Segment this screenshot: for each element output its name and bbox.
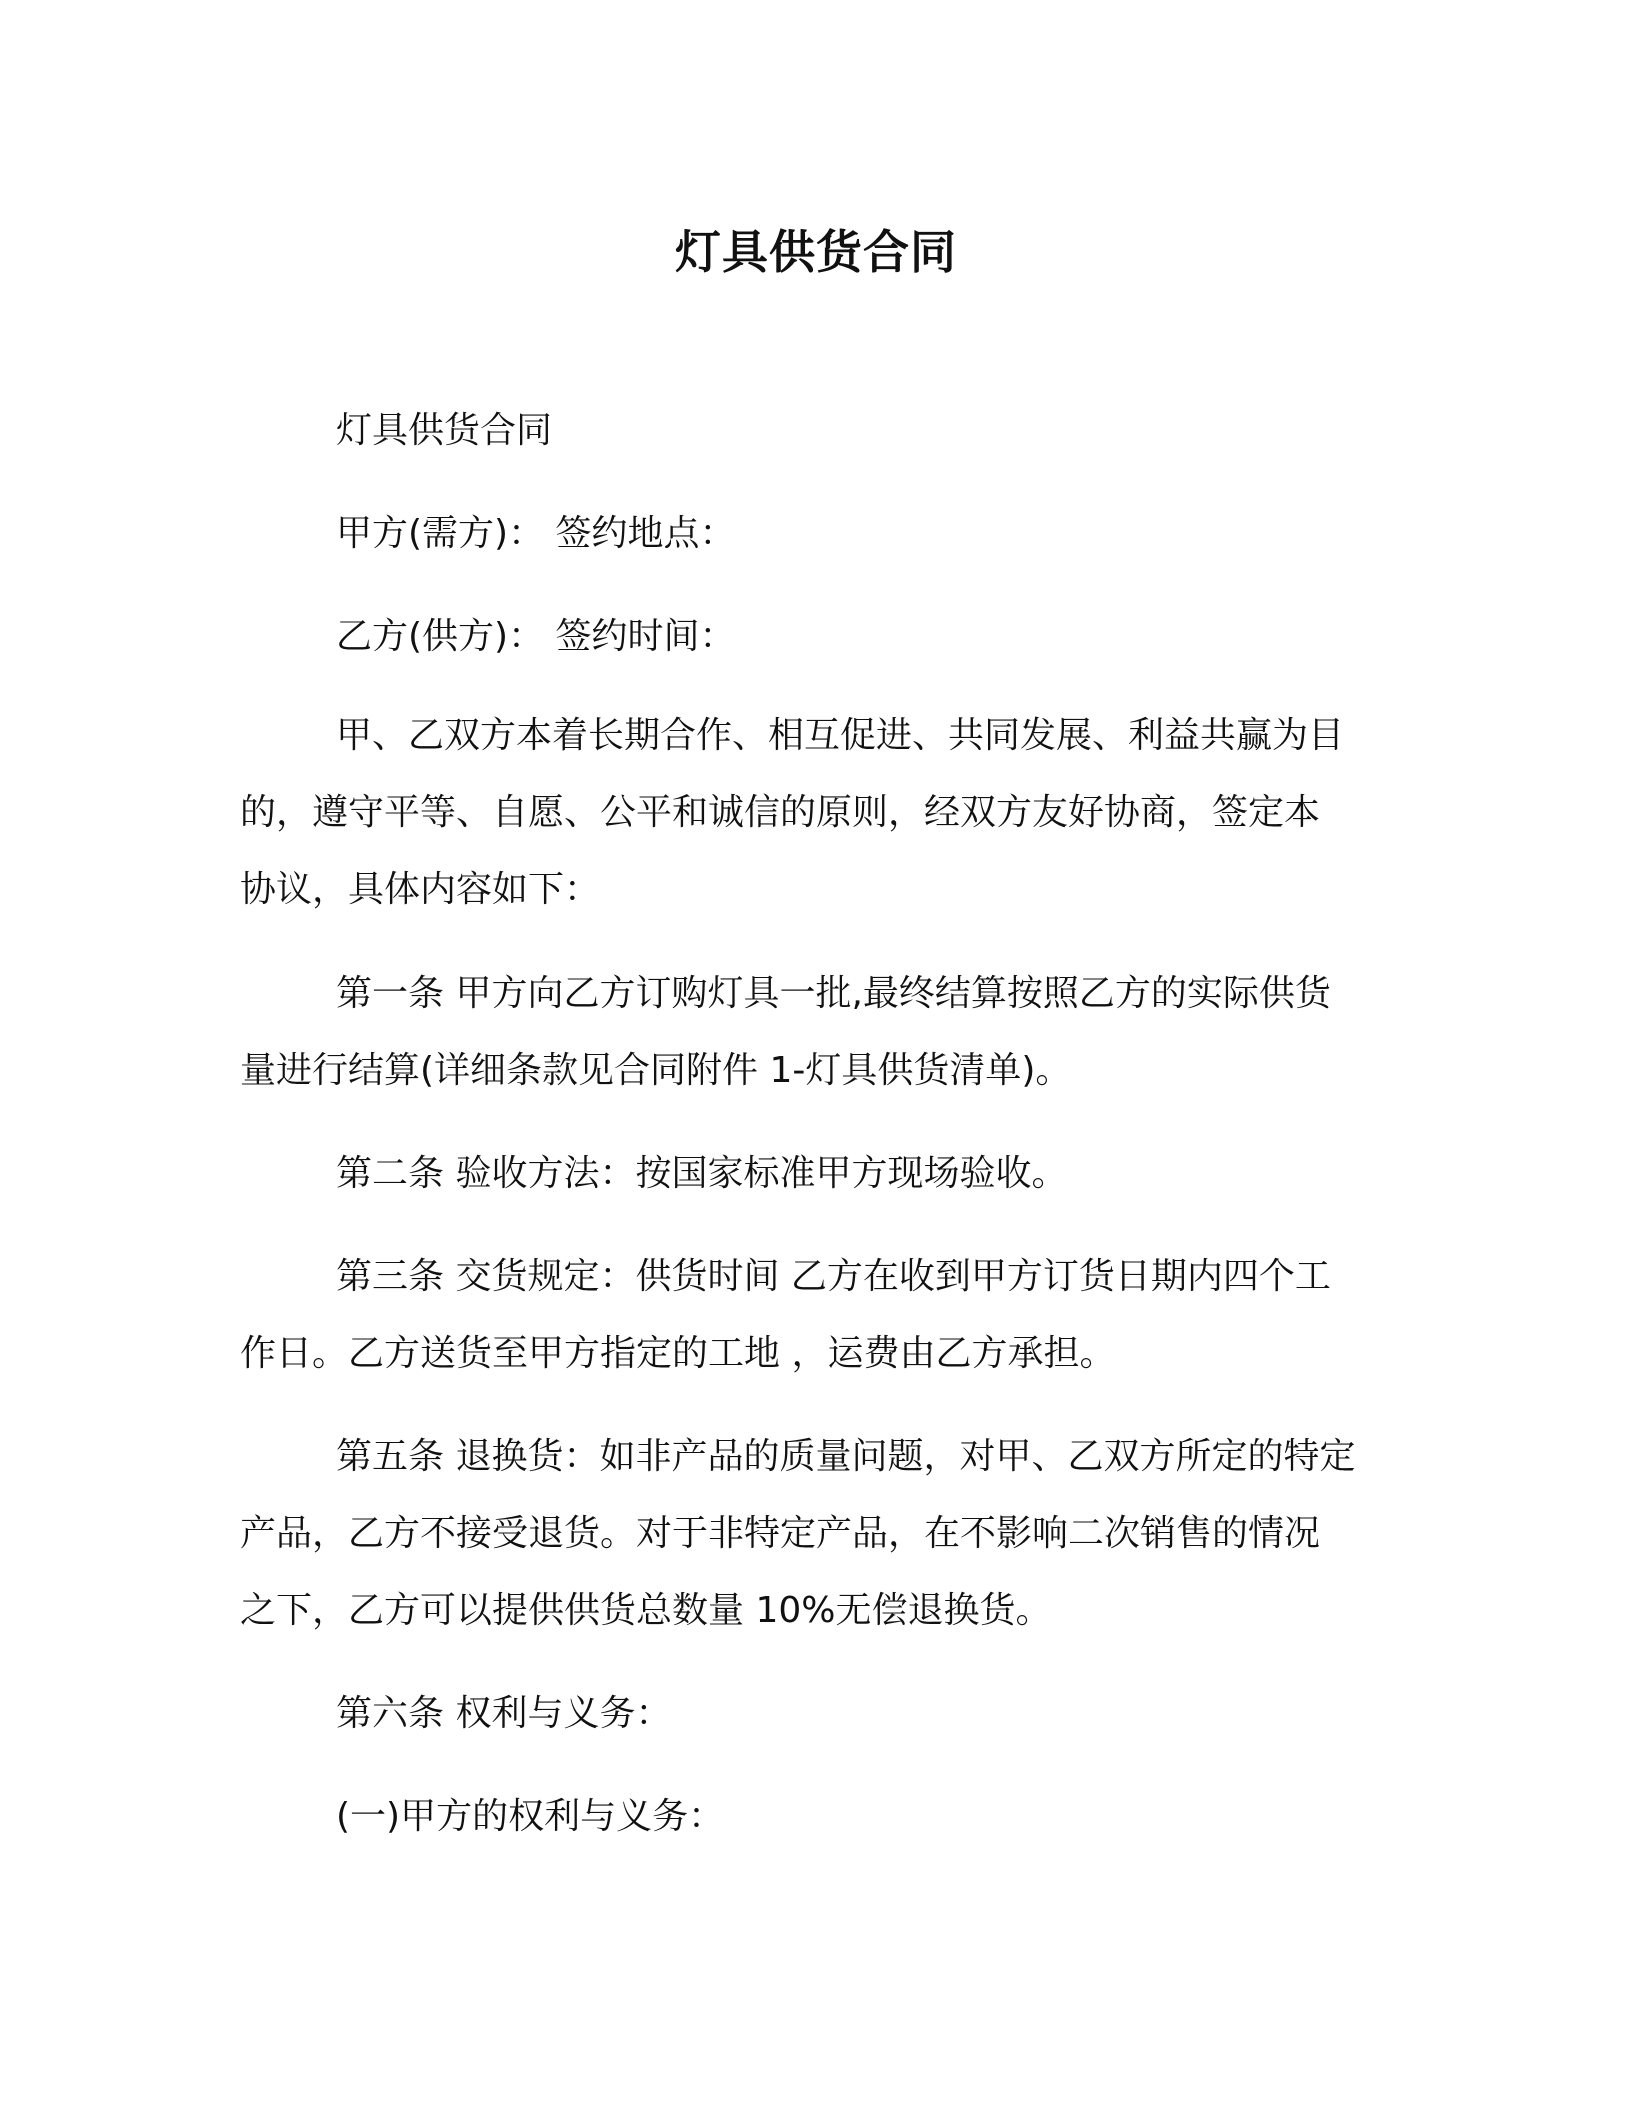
section-1 [240,1778,1390,1855]
party-a-text: 甲方(需方)： 签约地点： [336,513,736,554]
article-1 [240,955,1390,1109]
intro-line-3: 协议，具体内容如下： [240,869,601,910]
intro-line-2: 的，遵守平等、自愿、公平和诚信的原则，经双方友好协商，签定本 [240,792,1321,833]
article-2 [240,1135,1390,1212]
document-title: 灯具供货合同 [675,225,957,279]
article-2-line-1: 第二条 验收方法：按国家标准甲方现场验收。 [336,1153,1068,1194]
article-1-line-1: 第一条 甲方向乙方订购灯具一批,最终结算按照乙方的实际供货 [336,973,1331,1014]
article-3 [240,1238,1390,1392]
party-a-line [240,495,1390,572]
subtitle [240,392,1390,469]
article-5-line-1: 第五条 退换货：如非产品的质量问题，对甲、乙双方所定的特定 [336,1436,1356,1477]
article-1-line-2: 量进行结算(详细条款见合同附件 1-灯具供货清单)。 [240,1050,1072,1091]
party-b-line [240,598,1390,675]
intro-line-1: 甲、乙双方本着长期合作、相互促进、共同发展、利益共赢为目 [336,715,1345,756]
article-6-text: 第六条 权利与义务： [336,1693,672,1734]
article-6 [240,1675,1390,1752]
section-1-text: (一)甲方的权利与义务： [336,1796,725,1837]
party-b-text: 乙方(供方)： 签约时间： [336,616,736,657]
article-5-line-2: 产品，乙方不接受退货。对于非特定产品，在不影响二次销售的情况 [240,1513,1321,1554]
article-5-line-3: 之下，乙方可以提供供货总数量 10%无偿退换货。 [240,1590,1052,1631]
article-3-line-1: 第三条 交货规定：供货时间 乙方在收到甲方订货日期内四个工 [336,1256,1331,1297]
intro-paragraph [240,697,1390,928]
article-5 [240,1418,1390,1649]
article-3-line-2: 作日。乙方送货至甲方指定的工地 ，运费由乙方承担。 [240,1333,1116,1374]
subtitle-text: 灯具供货合同 [336,410,553,451]
